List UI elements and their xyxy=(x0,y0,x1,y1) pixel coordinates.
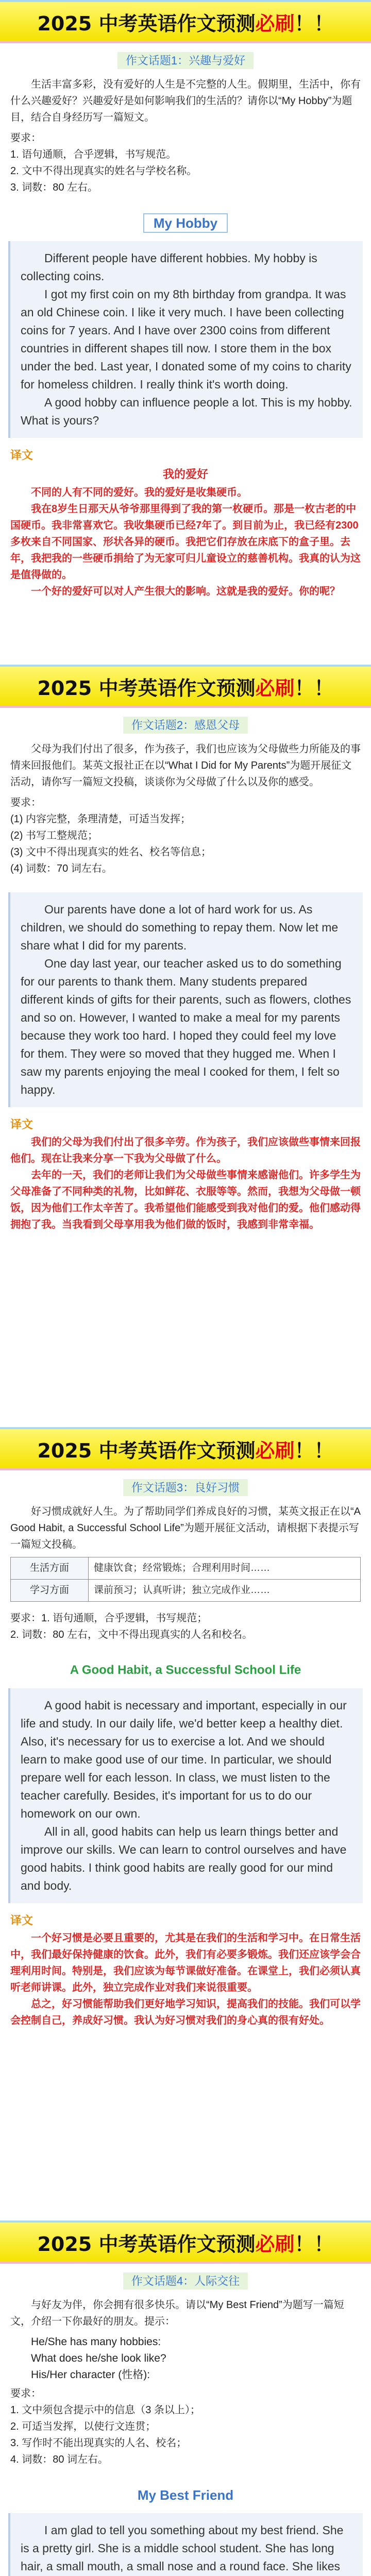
section-banner xyxy=(0,1427,371,1470)
table-cell-points: 课前预习；认真听讲；独立完成作业…… xyxy=(89,1580,361,1602)
translation-label: 译文 xyxy=(10,449,33,462)
requirement-item: 3. 词数：80 左右。 xyxy=(10,182,98,193)
translation-paragraph: 不同的人有不同的爱好。我的爱好是收集硬币。 xyxy=(31,487,247,498)
essay-box xyxy=(8,892,363,1107)
requirements xyxy=(0,1610,371,1643)
table-cell-aspect: 生活方面 xyxy=(11,1557,89,1580)
banner-highlight-text: 必刷 xyxy=(255,676,295,700)
banner-highlight-text: 必刷 xyxy=(255,12,295,35)
essay-title xyxy=(0,211,371,235)
table-row xyxy=(11,1580,361,1602)
requirement-item: (4) 词数：70 词左右。 xyxy=(10,863,112,874)
hint-item: What does he/she look like? xyxy=(31,2352,166,2364)
essay-paragraph: One day last year, our teacher asked us to do something for our parents to thank them. Many students prepared different kinds of gifts for their parents, such as flowers, clothes and so on. However, I wanted to make a meal for my parents because they work too hard. I hoped they could feel my love for them. They were so moved that they hugged me. When I saw my parents enjoying the meal I cooked for them, I felt so happy. xyxy=(21,957,351,1096)
requirements xyxy=(0,2385,371,2468)
requirement-item: 3. 写作时不能出现真实的人名、校名； xyxy=(10,2437,187,2449)
requirement-item: 2. 文中不得出现真实的姓名与学校名称。 xyxy=(10,165,197,177)
topic-label-text: 作文话题1：兴趣与爱好 xyxy=(117,52,254,69)
topic-label-text: 作文话题2：感恩父母 xyxy=(123,717,248,734)
requirements xyxy=(0,794,371,877)
requirement-item: 1. 文中须包含提示中的信息（3 条以上）； xyxy=(10,2404,200,2416)
prompt-text: 父母为我们付出了很多，作为孩子，我们也应该为父母做些力所能及的事情来回报他们。某英文报社正在以“What I Did for My Parents”为题开展征文活动，请你写一篇短文投稿，谈谈你为父母做了什么以及你的感受。 xyxy=(10,743,361,788)
section-banner xyxy=(0,0,371,43)
requirements-title: 要求： xyxy=(10,132,41,144)
essay-section-hobby xyxy=(0,0,371,665)
table-cell-points: 健康饮食；经常锻炼；合理利用时间…… xyxy=(89,1557,361,1580)
requirements-title: 要求： xyxy=(10,2388,41,2399)
section-banner xyxy=(0,665,371,708)
requirements-title: 要求： xyxy=(10,797,41,808)
banner-highlight-text: 必刷 xyxy=(255,1439,295,1462)
essay-paragraph: Different people have different hobbies. My hobby is collecting coins. xyxy=(21,251,317,283)
topic-label xyxy=(0,715,371,736)
topic-label xyxy=(0,2271,371,2292)
essay-title: My Best Friend xyxy=(137,2487,234,2503)
essay-box xyxy=(8,241,363,438)
translation-paragraph: 我们的父母为我们付出了很多辛劳。作为孩子，我们应该做些事情来回报他们。现在让我来分享一下我为父母做了什么。 xyxy=(10,1137,361,1164)
essay-section-best-friend xyxy=(0,2221,371,2576)
prompt-text: 好习惯成就好人生。为了帮助同学们养成良好的习惯，某英文报正在以“A Good Habit, a Successful School Life”为题开展征文活动，请根据下表提示写一篇短文投稿。 xyxy=(10,1506,360,1550)
topic-label xyxy=(0,1478,371,1498)
essay-box xyxy=(8,1688,363,1903)
requirement-item: (2) 书写工整规范； xyxy=(10,830,98,841)
requirement-item: 2. 词数：80 左右，文中不得出现真实的人名和校名。 xyxy=(10,1629,253,1640)
essay-paragraph: A good habit is necessary and important, especially in our life and study. In our daily life, we'd better keep a healthy diet. Also, it's necessary for us to exercise a lot. And we should learn to make good use of our time. In particular, we should prepare well for each lesson. In class, we must listen to the teacher carefully. Besides, it's important for us to do our homework on our own. xyxy=(21,1699,347,1820)
essay-paragraph: All in all, good habits can help us learn things better and improve our skills. We can learn to control ourselves and have good habits. I think good habits are really good for our mind and body. xyxy=(21,1825,347,1892)
requirement-item: (1) 内容完整，条理清楚，可适当发挥； xyxy=(10,814,191,825)
translation-paragraph: 总之，好习惯能帮助我们更好地学习知识，提高我们的技能。我们可以学会控制自己，养成好习惯。我认为好习惯对我们的身心真的很有好处。 xyxy=(10,1998,361,2026)
section-banner xyxy=(0,2221,371,2264)
banner-main-text: 2025 中考英语作文预测 xyxy=(37,2232,256,2256)
requirement-item: 要求：1. 语句通顺，合乎逻辑，书写规范； xyxy=(10,1613,208,1624)
essay-title: A Good Habit, a Successful School Life xyxy=(70,1663,301,1677)
banner-tail-text: ！！ xyxy=(294,676,334,700)
prompt-text: 与好友为伴，你会拥有很多快乐。请以“My Best Friend”为题写一篇短文，介绍一下你最好的朋友。提示： xyxy=(10,2299,344,2327)
banner-main-text: 2025 中考英语作文预测 xyxy=(37,1439,256,1462)
banner-highlight-text: 必刷 xyxy=(255,2232,295,2256)
translation-label: 译文 xyxy=(10,1914,33,1927)
translation-paragraph: 一个好习惯是必要且重要的，尤其是在我们的生活和学习中。在日常生活中，我们最好保持健康的饮食。此外，我们有必要多锻炼。我们还应该学会合理利用时间。特别是，我们应该为每节课做好准备。在课堂上，我们必须认真听老师讲课。此外，独立完成作业对我们来说很重要。 xyxy=(10,1933,361,1993)
translation-title: 我的爱好 xyxy=(162,468,208,481)
hint-table xyxy=(10,1557,361,1602)
topic-label-text: 作文话题4：人际交往 xyxy=(123,2273,248,2290)
translation-paragraph: 去年的一天，我们的老师让我们为父母做些事情来感谢他们。许多学生为父母准备了不同种类的礼物，比如鲜花、衣服等等。然而，我想为父母做一顿饭，因为他们工作太辛苦了。我希望他们能感受到我对他们的爱。他们感动得拥抱了我。当我看到父母享用我为他们做的饭时，我感到非常幸福。 xyxy=(10,1170,361,1230)
banner-main-text: 2025 中考英语作文预测 xyxy=(37,676,256,700)
requirement-item: (3) 文中不得出现真实的姓名、校名等信息； xyxy=(10,846,211,858)
essay-title-text: My Hobby xyxy=(143,213,228,233)
banner-tail-text: ！！ xyxy=(294,1439,334,1462)
requirement-item: 4. 词数：80 词左右。 xyxy=(10,2454,109,2465)
topic-label xyxy=(0,50,371,71)
essay-paragraph: A good hobby can influence people a lot. This is my hobby. What is yours? xyxy=(21,396,352,427)
translation-paragraph: 我在8岁生日那天从爷爷那里得到了我的第一枚硬币。那是一枚古老的中国硬币。我非常喜欢它。我收集硬币已经7年了。到目前为止，我已经有2300多枚来自不同国家、形状各异的硬币。我把它们存放在床底下的盒子里。去年，我把我的一些硬币捐给了为无家可归儿童设立的慈善机构。我真的认为这是值得做的。 xyxy=(10,503,361,581)
banner-tail-text: ！！ xyxy=(294,12,334,35)
requirements xyxy=(0,130,371,196)
hint-list xyxy=(0,2334,371,2383)
essay-box xyxy=(8,2513,363,2576)
requirement-item: 1. 语句通顺，合乎逻辑，书写规范。 xyxy=(10,149,177,160)
essay-paragraph: I got my first coin on my 8th birthday from grandpa. It was an old Chinese coin. I like it very much. I have been collecting coins for 7 years. And I have over 2300 coins from different countries in different shapes till now. I store them in the box under the bed. Last year, I donated some of my coins to charity for homeless children. I really think it's worth doing. xyxy=(21,287,351,391)
translation-paragraph: 一个好的爱好可以对人产生很大的影响。这就是我的爱好。你的呢？ xyxy=(31,586,340,597)
table-row xyxy=(11,1557,361,1580)
essay-paragraph: Our parents have done a lot of hard work for us. As children, we should do something to repay them. Now let me share what I did for my parents. xyxy=(21,903,339,952)
hint-item: His/Her character (性格): xyxy=(31,2369,150,2381)
essay-section-parents xyxy=(0,665,371,1427)
hint-item: He/She has many hobbies: xyxy=(31,2336,161,2348)
requirement-item: 2. 可适当发挥，以使行文连贯； xyxy=(10,2421,156,2432)
banner-tail-text: ！！ xyxy=(294,2232,334,2256)
essay-section-habits xyxy=(0,1427,371,2221)
table-cell-aspect: 学习方面 xyxy=(11,1580,89,1602)
topic-label-text: 作文话题3：良好习惯 xyxy=(123,1479,248,1496)
translation-label: 译文 xyxy=(10,1118,33,1131)
essay-paragraph: I am glad to tell you something about my best friend. She is a pretty girl. She is a middle school student. She has long hair, a small mouth, a small nose and a round face. She likes xyxy=(21,2523,344,2573)
banner-main-text: 2025 中考英语作文预测 xyxy=(37,12,256,35)
prompt-text: 生活丰富多彩，没有爱好的人生是不完整的人生。假期里，生活中，你有什么兴趣爱好？兴趣爱好是如何影响我们的生活的？请你以“My Hobby”为题目，结合自身经历写一篇短文。 xyxy=(10,79,361,123)
